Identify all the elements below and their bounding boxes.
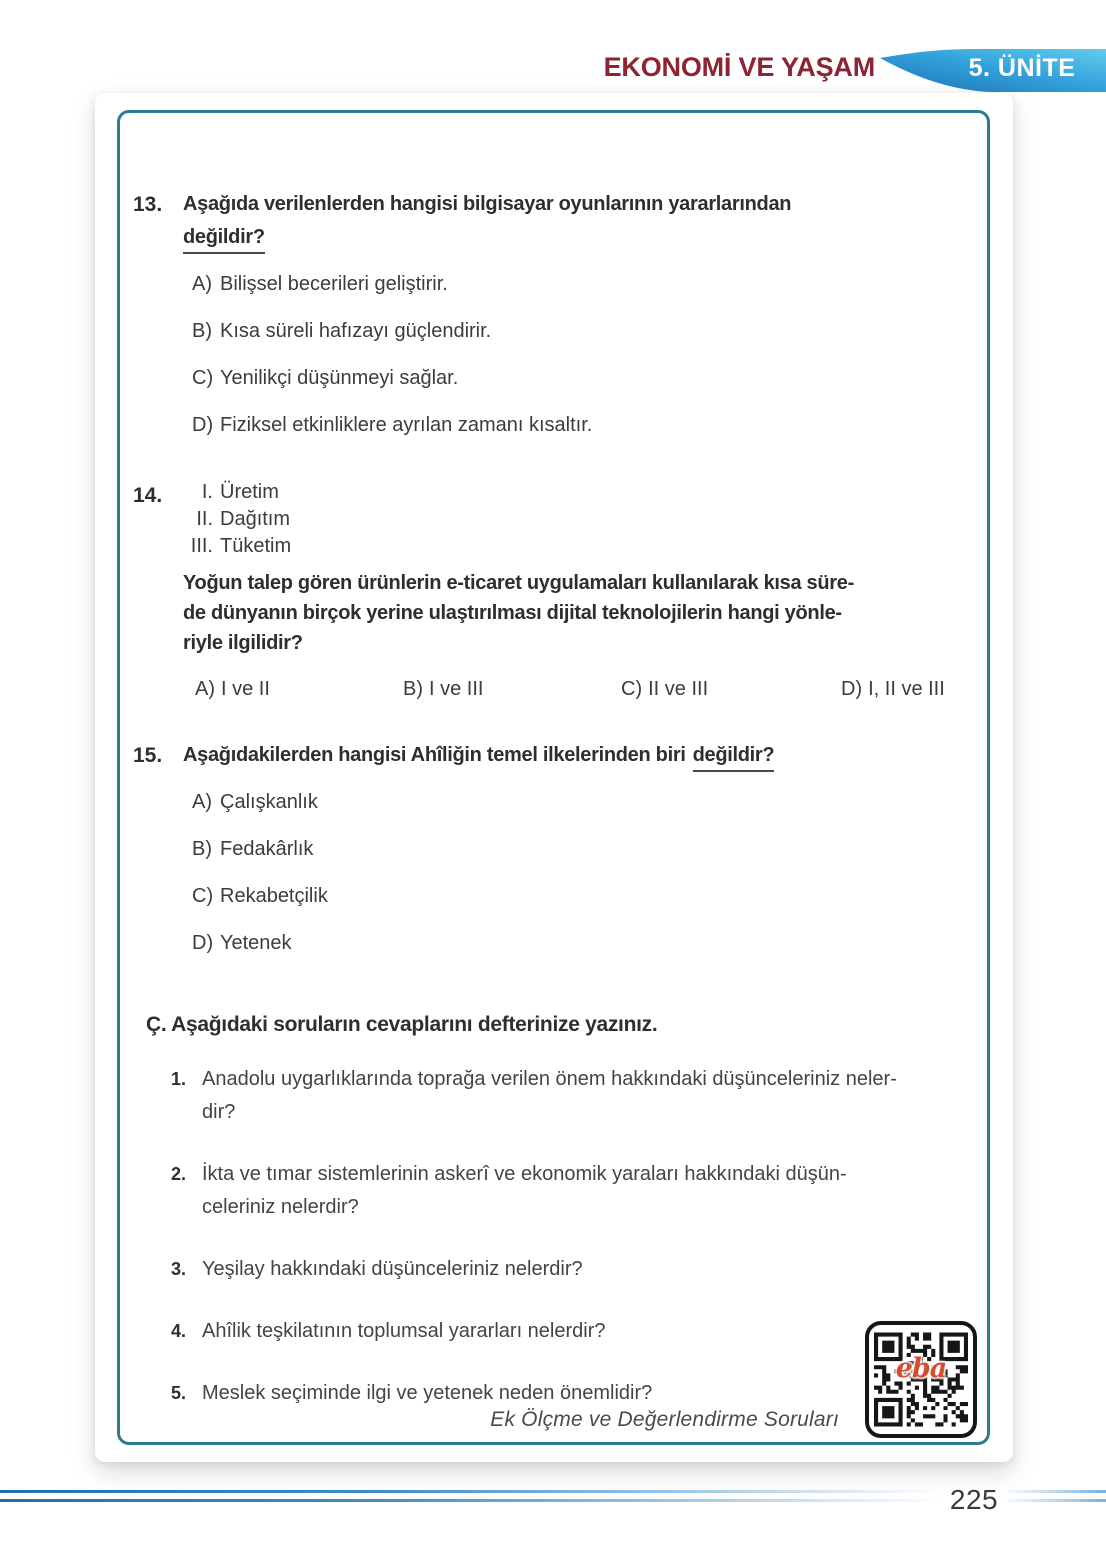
section-c (133, 1010, 959, 1410)
stem-line: riyle ilgilidir? (183, 632, 303, 654)
question-stem (183, 568, 959, 658)
question-stem (183, 188, 959, 254)
premise-list (183, 479, 959, 560)
eba-qr-code (865, 1321, 977, 1438)
underlined-keyword: değildir? (183, 226, 265, 254)
option-text: Fiziksel etkinliklere ayrılan zamanı kısaltır. (220, 414, 593, 436)
question-stem (183, 739, 959, 772)
option-text: Rekabetçilik (220, 885, 328, 907)
unit-banner (880, 48, 1106, 92)
content-card (95, 93, 1013, 1462)
option-d: D) Fiziksel etkinliklere ayrılan zamanı kısaltır. (192, 411, 959, 439)
option-c: C) Yenilikçi düşünmeyi sağlar. (192, 364, 959, 392)
question-14 (133, 479, 959, 703)
open-question-2: 2. İkta ve tımar sistemlerinin askerî ve ekonomik yaraları hakkındaki düşün- celeriniz nelerdir? (170, 1163, 847, 1218)
footer-line-top-right (1006, 1490, 1106, 1493)
option-a: A) I ve II (195, 678, 270, 700)
footer-line-bottom-left (0, 1499, 941, 1502)
question-13 (133, 188, 959, 458)
open-questions-list (133, 1063, 959, 1410)
option-a: A) Bilişsel becerileri geliştirir. (192, 270, 959, 298)
question-box (117, 110, 990, 1445)
page-number: 225 (949, 1484, 999, 1515)
option-b: B) I ve III (403, 678, 484, 700)
option-b: B) Fedakârlık (192, 835, 959, 863)
question-number: 15. (133, 744, 163, 767)
page-title: EKONOMİ VE YAŞAM (603, 52, 875, 82)
premise-1: I. Üretim (201, 481, 279, 503)
option-d: D) I, II ve III (841, 678, 945, 700)
footer-line-bottom-right (1006, 1499, 1106, 1502)
question-15 (133, 739, 959, 976)
question-number: 14. (133, 484, 163, 507)
open-question-3: 3. Yeşilay hakkındaki düşünceleriniz nelerdir? (170, 1258, 583, 1280)
option-c: C) II ve III (621, 678, 709, 700)
option-text: Fedakârlık (220, 838, 314, 860)
options-list (192, 270, 959, 439)
stem-line: Aşağıda verilenlerden hangisi bilgisayar oyunlarının yararlarından (183, 193, 792, 215)
open-question-1: 1. Anadolu uygarlıklarında toprağa verilen önem hakkındaki düşünceleriniz neler- dir? (170, 1068, 897, 1123)
option-text: Çalışkanlık (220, 791, 318, 813)
option-text: Bilişsel becerileri geliştirir. (220, 273, 448, 295)
open-question-5: 5. Meslek seçiminde ilgi ve yetenek neden önemlidir? (170, 1382, 653, 1404)
section-c-heading: Ç. Aşağıdaki soruların cevaplarını defterinize yazınız. (146, 1013, 658, 1036)
box-footer-caption: Ek Ölçme ve Değerlendirme Soruları (490, 1408, 839, 1431)
open-question-4: 4. Ahîlik teşkilatının toplumsal yararları nelerdir? (170, 1320, 606, 1342)
option-a: A) Çalışkanlık (192, 788, 959, 816)
unit-badge: 5. ÜNİTE (968, 53, 1076, 82)
options-list (192, 788, 959, 957)
stem-line: Yoğun talep gören ürünlerin e-ticaret uygulamaları kullanılarak kısa süre- (183, 572, 854, 594)
eba-logo: eba (895, 1353, 947, 1385)
stem-line: Aşağıdakilerden hangisi Ahîliğin temel ilkelerinden biri (183, 744, 686, 766)
option-text: Kısa süreli hafızayı güçlendirir. (220, 320, 492, 342)
premise-2: II. Dağıtım (196, 508, 291, 530)
footer-line-top-left (0, 1490, 941, 1493)
option-d: D) Yetenek (192, 929, 959, 957)
question-number: 13. (133, 193, 163, 216)
option-text: Yetenek (220, 932, 292, 954)
option-text: Yenilikçi düşünmeyi sağlar. (220, 367, 459, 389)
premise-3: III. Tüketim (190, 535, 292, 557)
stem-line: de dünyanın birçok yerine ulaştırılması dijital teknolojilerin hangi yönle- (183, 602, 842, 624)
option-b: B) Kısa süreli hafızayı güçlendirir. (192, 317, 959, 345)
option-c: C) Rekabetçilik (192, 882, 959, 910)
options-row (195, 676, 959, 703)
underlined-keyword: değildir? (693, 744, 775, 772)
